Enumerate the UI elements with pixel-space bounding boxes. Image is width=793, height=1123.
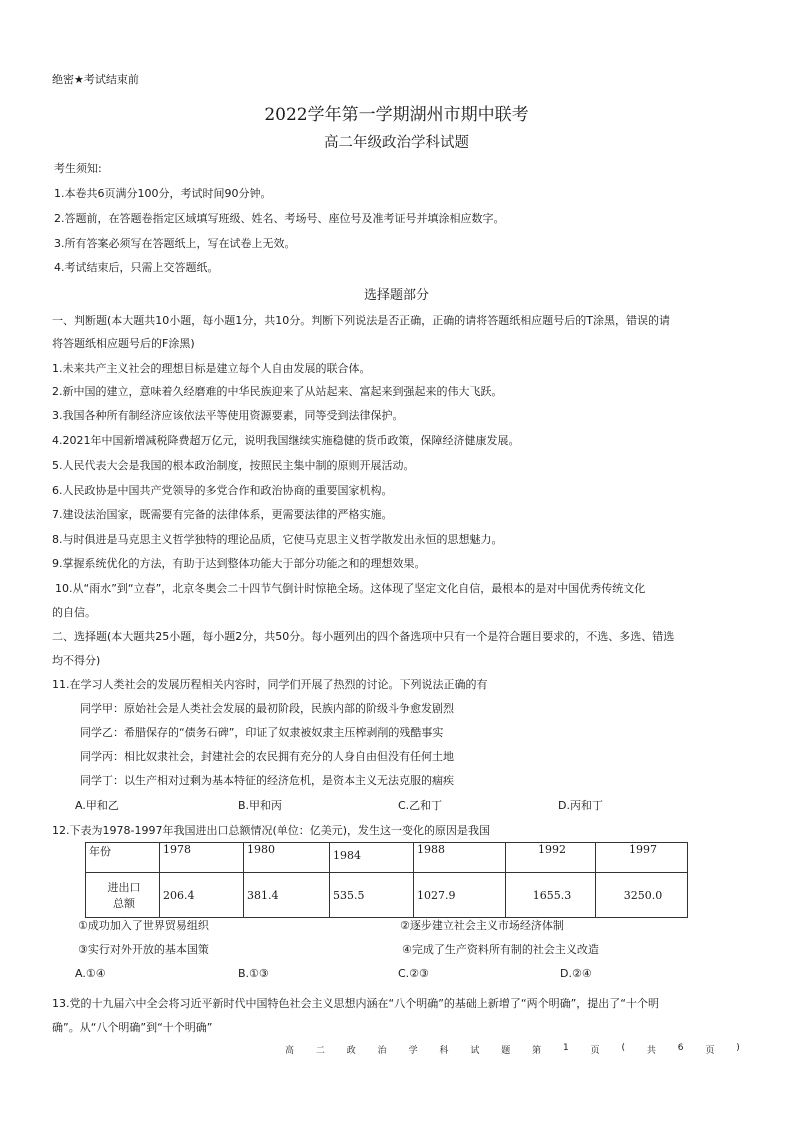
footer-char: 页 (590, 1046, 600, 1056)
table-cell: 381.4 (244, 873, 330, 918)
judge-item-10: 10.从“雨水”到“立春”，北京冬奥会二十四节气倒计时惊艳全场。这体现了坚定文化自信，最根本的是对中国优秀传统文化 (55, 582, 646, 595)
notice-item: 4.考试结束后，只需上交答题纸。 (54, 261, 219, 274)
table-row (86, 873, 688, 918)
footer-char: 共 (646, 1046, 656, 1056)
judge-item-7: 7.建设法治国家，既需要有完备的法律体系，更需要法律的严格实施。 (52, 508, 393, 521)
notice-item: 2.答题前，在答题卷指定区域填写班级、姓名、考场号、座位号及准考证号并填涂相应数字。 (54, 212, 505, 225)
q12-option-a: A.①④ (75, 967, 106, 980)
section-title: 选择题部分 (363, 288, 429, 303)
table-cell: 3250.0 (596, 873, 688, 918)
secret-label: 绝密★考试结束前 (52, 73, 139, 86)
page-footer (285, 1043, 740, 1056)
q12-choice-2: ②逐步建立社会主义市场经济体制 (400, 919, 564, 932)
q11-statement: 同学甲：原始社会是人类社会发展的最初阶段，民族内部的阶级斗争愈发剧烈 (80, 702, 454, 715)
footer-char: 6 (677, 1043, 684, 1053)
judge-item-5: 5.人民代表大会是我国的根本政治制度，按照民主集中制的原则开展活动。 (52, 459, 415, 472)
judge-item-8: 8.与时俱进是马克思主义哲学独特的理论品质，它使马克思主义哲学散发出永恒的思想魅力。 (52, 533, 503, 546)
exam-subtitle: 高二年级政治学科试题 (324, 135, 469, 151)
judge-item-6: 6.人民政协是中国共产党领导的多党合作和政治协商的重要国家机构。 (52, 484, 393, 497)
q12-option-b: B.①③ (238, 967, 269, 980)
footer-char: 二 (315, 1046, 325, 1056)
footer-char: 页 (705, 1046, 715, 1056)
footer-char: 政 (346, 1046, 356, 1056)
footer-char: 1 (563, 1043, 569, 1053)
q11-statement: 同学丙：相比奴隶社会，封建社会的农民拥有充分的人身自由但没有任何土地 (80, 750, 454, 763)
q12-choice-4: ④完成了生产资料所有制的社会主义改造 (402, 943, 599, 956)
judge-item-1: 1.未来共产主义社会的理想目标是建立每个人自由发展的联合体。 (52, 362, 371, 375)
footer-char: 第 (532, 1046, 542, 1056)
question-13-stem: 13.党的十九届六中全会将习近平新时代中国特色社会主义思想内涵在“八个明确”的基础上新增了“两个明确”，提出了“十个明 (52, 997, 659, 1010)
table-cell: 1027.9 (414, 873, 506, 918)
q11-statement: 同学乙：希腊保存的“债务石碑”，印证了奴隶被奴隶主压榨剥削的残酷事实 (80, 726, 444, 739)
q11-option-b: B.甲和丙 (238, 799, 283, 812)
notice-item: 3.所有答案必须写在答题纸上，写在试卷上无效。 (54, 237, 296, 250)
table-year: 1984 (330, 843, 414, 873)
footer-char: ( (621, 1043, 626, 1053)
footer-char: ) (736, 1043, 740, 1053)
table-year: 1997 (596, 843, 688, 873)
trade-table (85, 842, 688, 918)
q11-option-a: A.甲和乙 (75, 799, 119, 812)
part2-instructions-cont: 均不得分) (52, 654, 101, 667)
part1-instructions-cont: 将答题纸相应题号后的F涂黑) (52, 337, 195, 350)
table-year: 1988 (414, 843, 506, 873)
table-cell: 535.5 (330, 873, 414, 918)
notice-heading: 考生须知: (54, 162, 102, 175)
table-row (86, 843, 688, 873)
footer-char: 科 (439, 1046, 449, 1056)
footer-char: 题 (501, 1046, 511, 1056)
q12-option-d: D.②④ (560, 967, 592, 980)
table-row-label-line2: 总额 (113, 897, 135, 910)
judge-item-2: 2.新中国的建立，意味着久经磨难的中华民族迎来了从站起来、富起来到强起来的伟大飞跃。 (52, 385, 503, 398)
table-header-label: 年份 (86, 843, 160, 873)
q12-choice-3: ③实行对外开放的基本国策 (78, 943, 209, 956)
judge-item-9: 9.掌握系统优化的方法，有助于达到整体功能大于部分功能之和的理想效果。 (52, 557, 426, 570)
table-cell: 206.4 (160, 873, 244, 918)
footer-char: 治 (377, 1046, 387, 1056)
part2-instructions: 二、选择题(本大题共25小题，每小题2分，共50分。每小题列出的四个备选项中只有一个是符合题目要求的，不选、多选、错选 (52, 630, 675, 643)
part1-instructions: 一、判断题(本大题共10小题，每小题1分，共10分。判断下列说法是否正确，正确的请将答题纸相应题号后的T涂黑，错误的请 (52, 314, 670, 327)
q12-option-c: C.②③ (398, 967, 429, 980)
footer-char: 高 (285, 1046, 295, 1056)
table-year: 1992 (506, 843, 596, 873)
judge-item-3: 3.我国各种所有制经济应该依法平等使用资源要素，同等受到法律保护。 (52, 409, 404, 422)
q12-choice-1: ①成功加入了世界贸易组织 (78, 919, 209, 932)
q11-option-d: D.丙和丁 (558, 799, 603, 812)
table-cell: 1655.3 (506, 873, 596, 918)
table-year: 1978 (160, 843, 244, 873)
question-11-stem: 11.在学习人类社会的发展历程相关内容时，同学们开展了热烈的讨论。下列说法正确的有 (52, 678, 488, 691)
q11-statement: 同学丁：以生产相对过剩为基本特征的经济危机，是资本主义无法克服的痼疾 (80, 774, 454, 787)
footer-char: 试 (470, 1046, 480, 1056)
table-row-label (86, 873, 160, 918)
judge-item-10-cont: 的自信。 (52, 606, 96, 619)
question-12-stem: 12.下表为1978-1997年我国进出口总额情况(单位：亿美元)，发生这一变化的原因是我国 (52, 824, 491, 837)
table-year: 1980 (244, 843, 330, 873)
judge-item-4: 4.2021年中国新增减税降费超万亿元，说明我国继续实施稳健的货币政策，保障经济健康发展。 (52, 434, 520, 447)
footer-char: 学 (408, 1046, 418, 1056)
table-row-label-line1: 进出口 (107, 881, 141, 894)
question-13-stem-cont: 确”。从“八个明确”到“十个明确” (52, 1021, 213, 1034)
notice-item: 1.本卷共6页满分100分，考试时间90分钟。 (54, 187, 272, 200)
exam-title: 2022学年第一学期湖州市期中联考 (264, 105, 529, 125)
q11-option-c: C.乙和丁 (398, 799, 443, 812)
